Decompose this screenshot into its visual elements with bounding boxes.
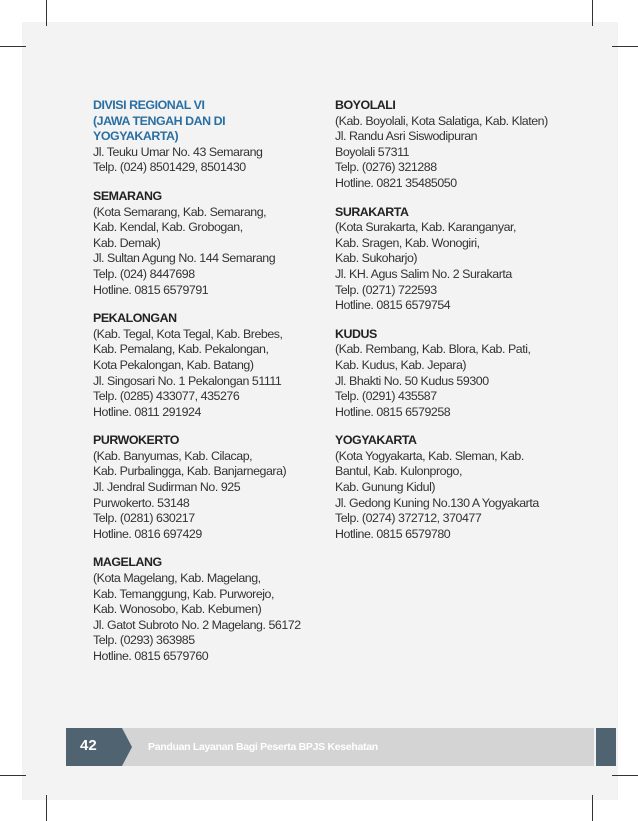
office-detail-line: Telp. (0293) 363985 [93, 633, 195, 648]
office-detail-line: Bantul, Kab. Kulonprogo, [335, 464, 462, 479]
office-detail-line: Hotline. 0815 6579791 [93, 282, 209, 297]
office-detail-line: Hotline. 0815 6579760 [93, 649, 209, 663]
office-heading: PEKALONGAN [93, 311, 177, 326]
page-number-tab [66, 728, 132, 766]
office-detail-line: Jl. Jendral Sudirman No. 925 [93, 480, 241, 495]
crop-mark [612, 775, 638, 776]
office-heading: YOGYAKARTA) [93, 129, 179, 144]
office-detail-line: Telp. (0276) 321288 [335, 160, 437, 175]
office-detail-line: Hotline. 0821 35485050 [335, 175, 457, 190]
office-entry [93, 189, 343, 298]
office-detail-line: Jl. Bhakti No. 50 Kudus 59300 [335, 373, 489, 388]
office-detail-line: Boyolali 57311 [335, 144, 410, 159]
crop-mark [46, 795, 47, 821]
office-detail-line: Hotline. 0815 6579754 [335, 298, 451, 313]
office-detail-line: (Kota Semarang, Kab. Semarang, [93, 204, 267, 219]
office-heading: YOGYAKARTA [335, 433, 417, 448]
office-entry [93, 433, 343, 542]
office-detail-line: Jl. KH. Agus Salim No. 2 Surakarta [335, 266, 512, 281]
office-heading: MAGELANG [93, 555, 162, 570]
office-detail-line: Telp. (0291) 435587 [335, 389, 437, 404]
office-heading: BOYOLALI [335, 98, 396, 112]
left-column [93, 98, 343, 678]
crop-mark [0, 775, 26, 776]
office-detail-line: Jl. Singosari No. 1 Pekalongan 51111 [93, 373, 282, 388]
crop-mark [612, 46, 638, 47]
office-detail-line: Hotline. 0815 6579780 [335, 526, 451, 541]
office-entry [335, 205, 585, 314]
office-detail-line: Kab. Sukoharjo) [335, 251, 418, 266]
office-entry [335, 433, 585, 542]
footer-side-bar [596, 728, 616, 766]
office-detail-line: (Kab. Rembang, Kab. Blora, Kab. Pati, [335, 342, 531, 357]
office-detail-line: (Kab. Banyumas, Kab. Cilacap, [93, 448, 253, 463]
office-entry [93, 311, 343, 420]
office-detail-line: Jl. Gatot Subroto No. 2 Magelang. 56172 [93, 617, 301, 632]
office-detail-line: (Kab. Tegal, Kota Tegal, Kab. Brebes, [93, 326, 283, 341]
office-detail-line: (Kota Yogyakarta, Kab. Sleman, Kab. [335, 448, 524, 463]
office-detail-line: Jl. Teuku Umar No. 43 Semarang [93, 144, 263, 159]
office-entry [335, 98, 585, 192]
office-heading: PURWOKERTO [93, 433, 179, 448]
office-heading: SEMARANG [93, 188, 162, 203]
office-entry [93, 98, 343, 176]
office-detail-line: Kab. Sragen, Kab. Wonogiri, [335, 235, 480, 250]
office-detail-line: Purwokerto. 53148 [93, 495, 190, 510]
crop-mark [592, 0, 593, 26]
crop-mark [592, 795, 593, 821]
right-column [335, 98, 585, 555]
office-detail-line: Jl. Gedong Kuning No.130 A Yogyakarta [335, 495, 539, 510]
office-detail-line: Telp. (024) 8447698 [93, 266, 195, 281]
office-detail-line: Kab. Demak) [93, 235, 161, 250]
office-detail-line: Hotline. 0811 291924 [93, 404, 201, 419]
office-detail-line: Telp. (024) 8501429, 8501430 [93, 160, 246, 175]
office-detail-line: Telp. (0274) 372712, 370477 [335, 511, 482, 526]
office-detail-line: Telp. (0281) 630217 [93, 511, 195, 526]
office-heading: DIVISI REGIONAL VI [93, 98, 205, 112]
office-detail-line: Kab. Kendal, Kab. Grobogan, [93, 220, 243, 235]
office-detail-line: Kab. Wonosobo, Kab. Kebumen) [93, 602, 262, 617]
office-entry [335, 327, 585, 421]
office-detail-line: Kab. Gunung Kidul) [335, 480, 436, 495]
office-entry [93, 555, 343, 664]
page-number: 42 [80, 737, 97, 754]
office-detail-line: Kab. Kudus, Kab. Jepara) [335, 357, 467, 372]
office-detail-line: Kota Pekalongan, Kab. Batang) [93, 357, 254, 372]
office-detail-line: Jl. Sultan Agung No. 144 Semarang [93, 251, 276, 266]
office-detail-line: (Kota Magelang, Kab. Magelang, [93, 571, 261, 586]
office-detail-line: Kab. Purbalingga, Kab. Banjarnegara) [93, 464, 287, 479]
office-heading: (JAWA TENGAH DAN DI [93, 113, 226, 128]
office-detail-line: Kab. Temanggung, Kab. Purworejo, [93, 586, 274, 601]
office-heading: SURAKARTA [335, 204, 409, 219]
office-detail-line: Telp. (0285) 433077, 435276 [93, 389, 240, 404]
footer-title: Panduan Layanan Bagi Peserta BPJS Kesehatan [148, 741, 378, 753]
office-detail-line: (Kota Surakarta, Kab. Karanganyar, [335, 220, 517, 235]
office-detail-line: Telp. (0271) 722593 [335, 282, 437, 297]
office-detail-line: Hotline. 0816 697429 [93, 526, 202, 541]
office-detail-line: (Kab. Boyolali, Kota Salatiga, Kab. Klaten) [335, 113, 548, 128]
office-detail-line: Kab. Pemalang, Kab. Pekalongan, [93, 342, 269, 357]
crop-mark [46, 0, 47, 26]
office-detail-line: Hotline. 0815 6579258 [335, 404, 451, 419]
office-detail-line: Jl. Randu Asri Siswodipuran [335, 129, 478, 144]
crop-mark [0, 46, 26, 47]
office-heading: KUDUS [335, 326, 377, 341]
